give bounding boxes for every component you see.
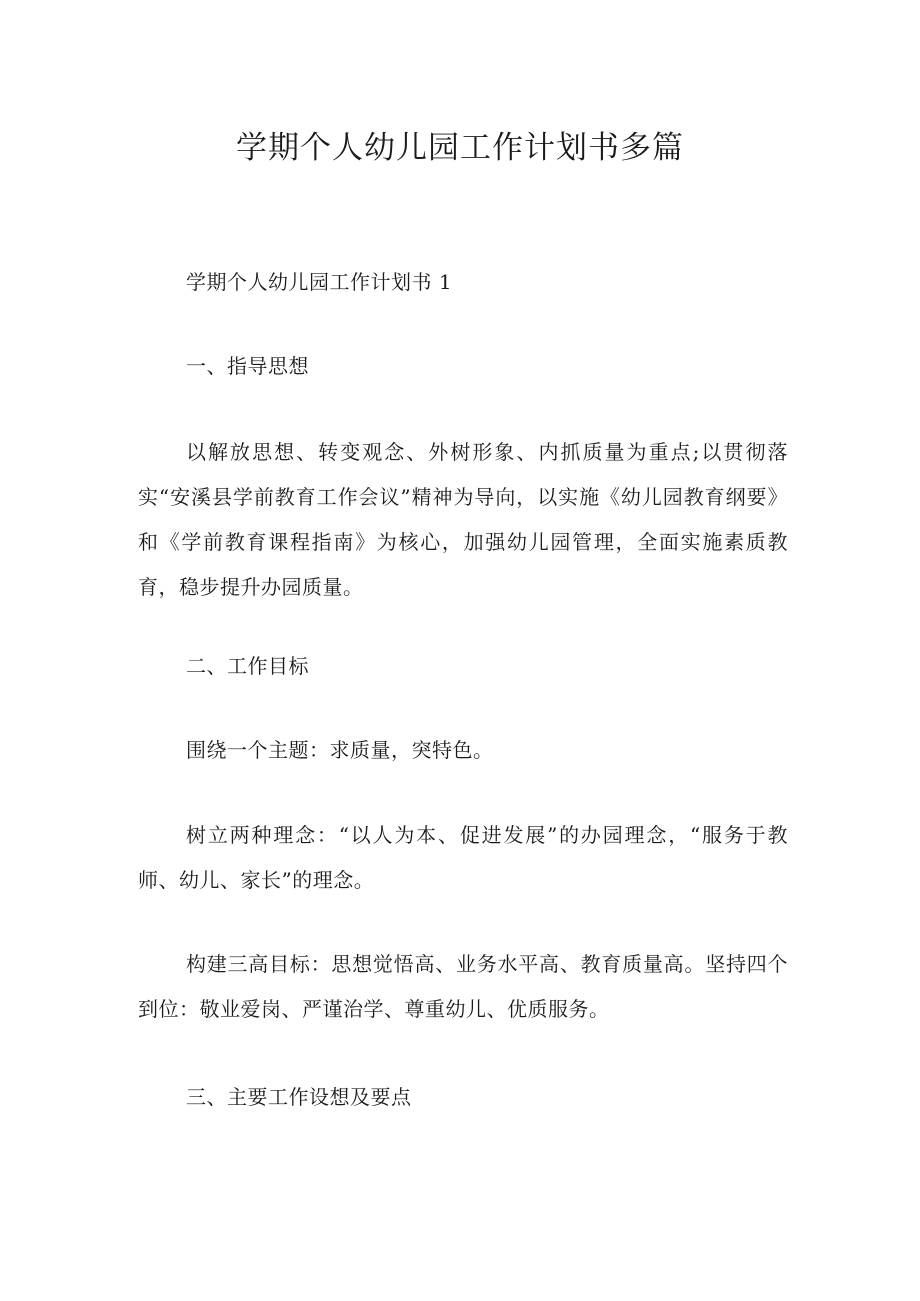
document-title: 学期个人幼儿园工作计划书多篇 [236, 130, 684, 166]
section-heading-1: 一、指导思想 [186, 354, 309, 378]
subtitle-plan-1: 学期个人幼儿园工作计划书 1 [186, 270, 453, 294]
paragraph-three-goals: 构建三高目标：思想觉悟高、业务水平高、教育质量高。坚持四个到位：敬业爱岗、严谨治学、尊重幼儿、优质服务。 [138, 952, 788, 1021]
paragraph-guiding-ideology: 以解放思想、转变观念、外树形象、内抓质量为重点;以贯彻落实“安溪县学前教育工作会议”精神为导向，以实施《幼儿园教育纲要》和《学前教育课程指南》为核心，加强幼儿园管理，全面实施素质教育，稳步提升办园质量。 [138, 440, 788, 599]
section-heading-3: 三、主要工作设想及要点 [186, 1085, 412, 1109]
paragraph-two-concepts: 树立两种理念：“以人为本、促进发展”的办园理念，“服务于教师、幼儿、家长”的理念。 [138, 823, 788, 892]
paragraph-theme: 围绕一个主题：求质量，突特色。 [186, 738, 494, 762]
section-heading-2: 二、工作目标 [186, 654, 309, 678]
